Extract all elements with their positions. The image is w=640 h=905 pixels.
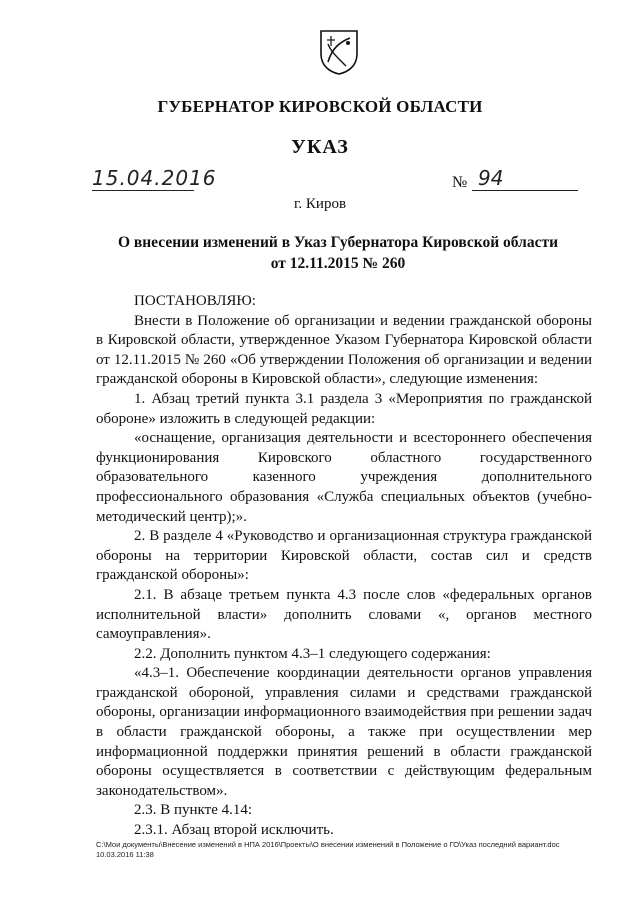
footer-file-path: С:\Мои документы\Внесение изменений в НПА 2016\Проекты\О внесении изменений в Положение о ГО\Указ последний вариант.doc [96,840,560,849]
paragraph-item-2-3-1: 2.3.1. Абзац второй исключить. [134,822,334,839]
document-number: 94 [478,166,504,190]
resolution-word: ПОСТАНОВЛЯЮ: [134,293,256,309]
document-title [110,232,566,274]
place-of-issue: г. Киров [293,196,347,212]
title-line-2: от 12.11.2015 № 260 [270,255,406,272]
paragraph-item-2-2: 2.2. Дополнить пунктом 4.3–1 следующего содержания: [134,645,491,662]
date-underline [92,190,194,191]
footer-timestamp: 10.03.2016 11:38 [96,850,154,859]
title-line-1: О внесении изменений в Указ Губернатора Кировской области [117,234,559,251]
paragraph-item-2: 2. В разделе 4 «Руководство и организационная структура гражданской обороны на территории Кировской области, состав сил и средств гражданской обороны»: [96,528,592,584]
paragraph-item-2-3: 2.3. В пункте 4.14: [134,802,253,819]
file-path-footer [96,840,616,860]
paragraph-item-1-text: «оснащение, организация деятельности и всестороннего обеспечения функционирования Кировского областного государственного образовательного казенного учреждения дополнительного профессионального образования «Служба специальных объектов (учебно-методический центр);». [96,430,592,525]
document-type: УКАЗ [291,136,349,158]
document-body [96,292,592,841]
number-underline [472,190,578,191]
issuing-authority: ГУБЕРНАТОР КИРОВСКОЙ ОБЛАСТИ [157,97,483,116]
paragraph-item-2-2-text: «4.3–1. Обеспечение координации деятельности органов управления гражданской обороной, управления силами и средствами гражданской обороны, организации информационного взаимодействия при решении задач в области гражданской обороны, а также при осуществлении мер информационной поддержки принятия решений в области гражданской обороны осуществляется в соответствии с действующим федеральным законодательством». [96,665,592,799]
paragraph-item-2-1: 2.1. В абзаце третьем пункта 4.3 после слов «федеральных органов исполнительной власти» дополнить словами «, органов местного самоуправления». [96,586,592,643]
paragraph-item-1: 1. Абзац третий пункта 3.1 раздела 3 «Мероприятия по гражданской обороне» изложить в следующей редакции: [96,390,592,427]
number-label: № [452,174,468,191]
coat-of-arms-emblem [318,28,360,76]
paragraph-intro: Внести в Положение об организации и ведении гражданской обороны в Кировской области, утвержденное Указом Губернатора Кировской области от 12.11.2015 № 260 «Об утверждении Положения об организации и ведении гражданской обороны в Кировской области», следующие изменения: [96,312,592,388]
document-date: 15.04.2016 [92,166,217,190]
